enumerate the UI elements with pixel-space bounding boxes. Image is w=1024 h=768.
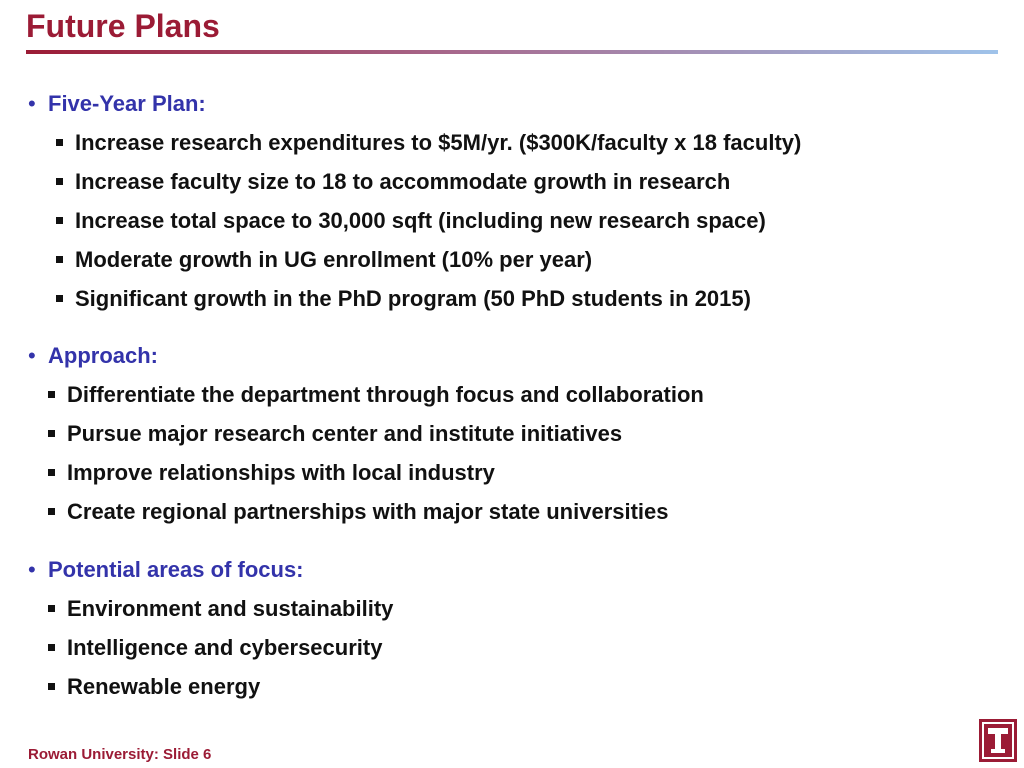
list-item — [56, 207, 766, 235]
list-item-text: Significant growth in the PhD program (50 PhD students in 2015) — [75, 286, 751, 311]
list-item-text: Increase research expenditures to $5M/yr. ($300K/faculty x 18 faculty) — [75, 130, 802, 155]
list-item-text: Pursue major research center and institute initiatives — [67, 421, 623, 446]
list-item-text: Increase total space to 30,000 sqft (including new research space) — [75, 208, 766, 233]
list-item-text: Increase faculty size to 18 to accommodate growth in research — [75, 169, 731, 194]
list-item — [48, 595, 393, 623]
bullet-icon: • — [28, 557, 36, 582]
temple-t-logo-icon — [979, 719, 1017, 762]
list-item-text: Moderate growth in UG enrollment (10% per year) — [75, 247, 593, 272]
list-item — [48, 381, 704, 409]
slide-footer: Rowan University: Slide 6 — [28, 746, 212, 763]
square-bullet-icon — [56, 178, 63, 185]
list-item-text: Renewable energy — [67, 674, 261, 699]
section-heading — [28, 342, 158, 370]
square-bullet-icon — [56, 217, 63, 224]
list-item — [56, 168, 730, 196]
list-item — [48, 673, 260, 701]
square-bullet-icon — [48, 391, 55, 398]
section-heading-label: Potential areas of focus: — [48, 557, 304, 582]
square-bullet-icon — [48, 644, 55, 651]
list-item — [56, 285, 751, 313]
list-item — [48, 498, 669, 526]
list-item — [48, 459, 495, 487]
section-heading-label: Five-Year Plan: — [48, 91, 206, 116]
square-bullet-icon — [56, 295, 63, 302]
square-bullet-icon — [56, 256, 63, 263]
list-item-text: Improve relationships with local industry — [67, 460, 495, 485]
section-heading — [28, 556, 304, 584]
list-item-text: Create regional partnerships with major state universities — [67, 499, 669, 524]
list-item-text: Intelligence and cybersecurity — [67, 635, 383, 660]
section-heading-label: Approach: — [48, 343, 158, 368]
list-item — [48, 420, 622, 448]
list-item — [56, 129, 801, 157]
list-item — [56, 246, 592, 274]
list-item — [48, 634, 382, 662]
square-bullet-icon — [48, 430, 55, 437]
section-heading — [28, 90, 206, 118]
square-bullet-icon — [48, 508, 55, 515]
square-bullet-icon — [48, 605, 55, 612]
list-item-text: Environment and sustainability — [67, 596, 394, 621]
square-bullet-icon — [48, 469, 55, 476]
list-item-text: Differentiate the department through focus and collaboration — [67, 382, 704, 407]
bullet-icon: • — [28, 343, 36, 368]
slide-title: Future Plans — [26, 8, 220, 44]
bullet-icon: • — [28, 91, 36, 116]
square-bullet-icon — [56, 139, 63, 146]
square-bullet-icon — [48, 683, 55, 690]
